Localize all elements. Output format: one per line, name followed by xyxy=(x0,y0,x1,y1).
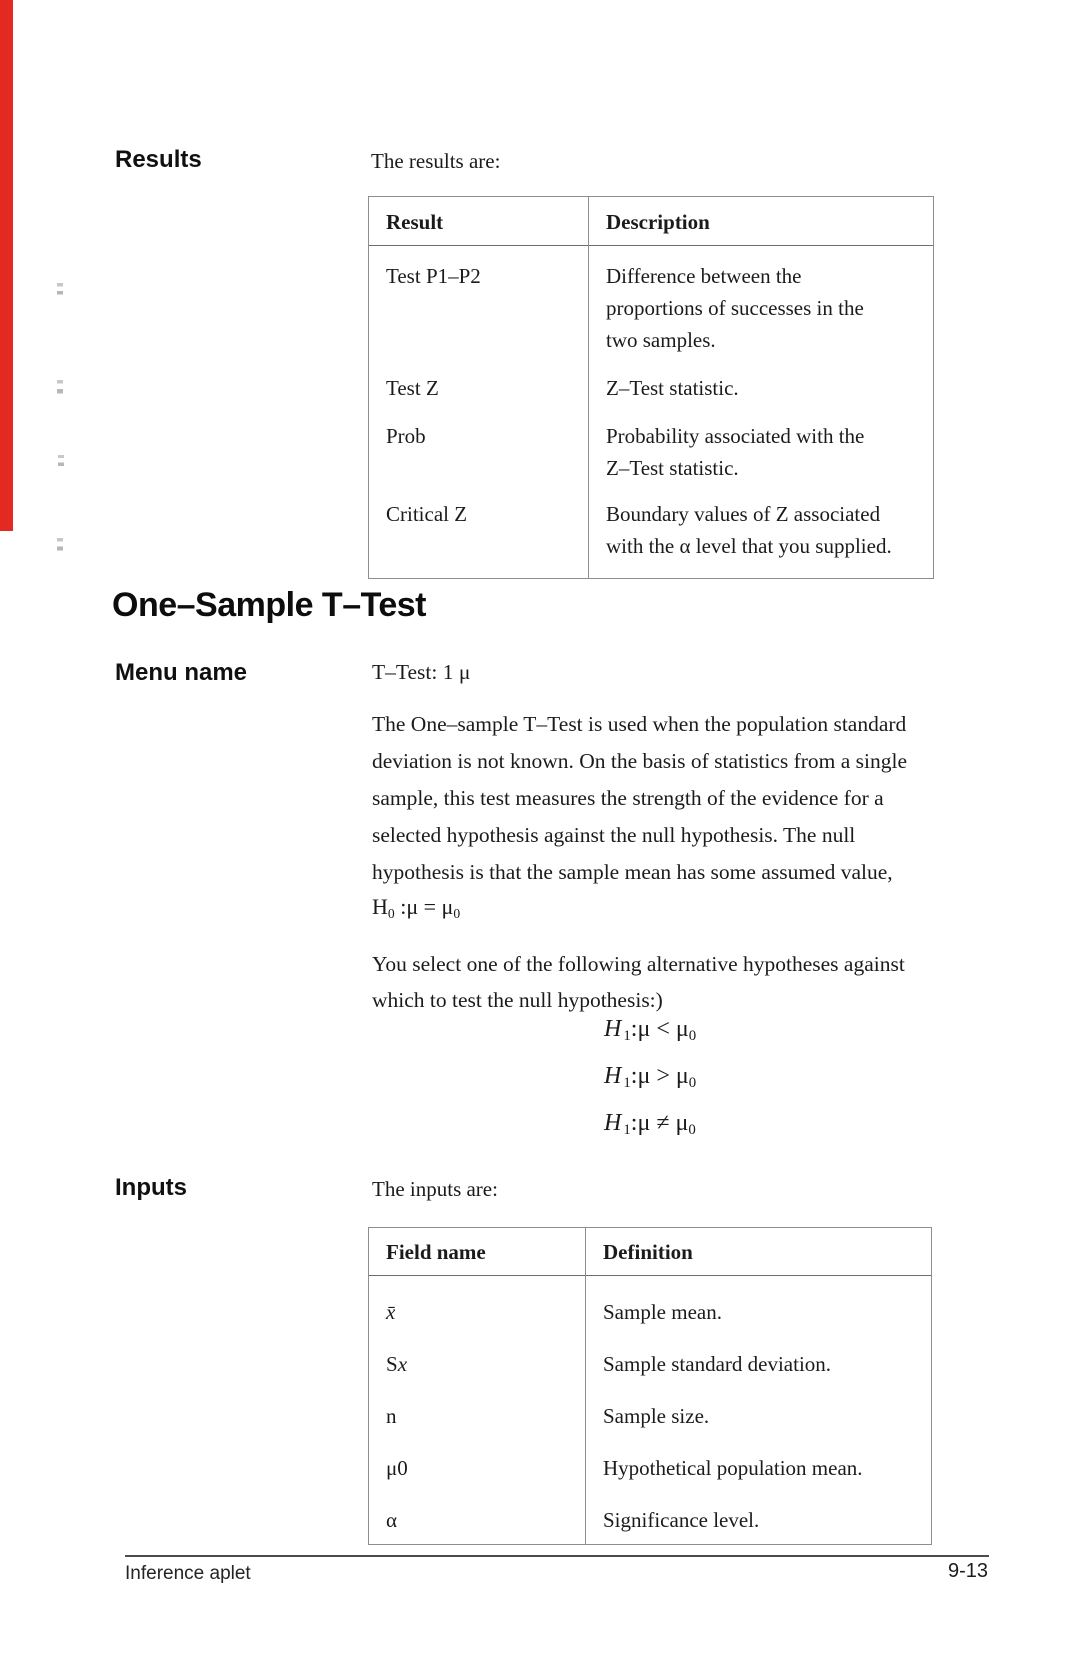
scan-artifact xyxy=(57,380,63,397)
field-definition: Significance level. xyxy=(603,1508,760,1532)
text-line: The One–sample T–Test is used when the population standard xyxy=(372,712,907,736)
text-line: proportions of successes in the xyxy=(606,296,864,320)
field-text: n xyxy=(386,1404,397,1428)
column-header-result: Result xyxy=(386,210,444,234)
footer-rule xyxy=(125,1555,989,1557)
column-header-field-name: Field name xyxy=(386,1240,486,1264)
table-row xyxy=(369,356,933,404)
result-description xyxy=(588,420,933,484)
result-name: Prob xyxy=(386,424,426,448)
text-line: You select one of the following alternative hypotheses against xyxy=(372,952,905,976)
menu-name-value: T–Test: 1 μ xyxy=(372,660,471,684)
text-line: sample, this test measures the strength of the evidence for a xyxy=(372,786,884,810)
text-line: Z–Test statistic. xyxy=(606,376,739,400)
formula-body: :μ > μ xyxy=(630,1063,689,1089)
field-definition: Sample size. xyxy=(603,1404,710,1428)
field-definition: Hypothetical population mean. xyxy=(603,1456,863,1480)
scan-artifact xyxy=(57,283,63,298)
field-text: S xyxy=(386,1352,398,1376)
text-line: Probability associated with the xyxy=(606,424,865,448)
table-row xyxy=(369,1276,931,1328)
text-line: with the α level that you supplied. xyxy=(606,534,892,558)
text-line: which to test the null hypothesis:) xyxy=(372,988,663,1012)
inputs-intro: The inputs are: xyxy=(372,1177,498,1201)
inputs-table-header xyxy=(369,1228,931,1276)
text-line: Boundary values of Z associated xyxy=(606,502,881,526)
field-definition: Sample standard deviation. xyxy=(603,1352,832,1376)
column-header-definition: Definition xyxy=(603,1240,693,1264)
result-description xyxy=(588,498,933,562)
formula-subscript: 1 xyxy=(623,1028,631,1045)
result-description xyxy=(588,260,933,356)
table-row xyxy=(369,484,933,578)
table-row xyxy=(369,404,933,484)
section-title: One–Sample T–Test xyxy=(112,586,426,624)
table-column-divider xyxy=(588,197,589,578)
formula-subscript: 0 xyxy=(688,1075,697,1092)
field-name xyxy=(369,1348,585,1380)
results-table-header xyxy=(369,197,933,246)
column-header-description: Description xyxy=(606,210,710,234)
menu-name-label: Menu name xyxy=(115,659,248,686)
results-table xyxy=(368,196,934,579)
formula-subscript: 1 xyxy=(623,1122,631,1139)
formula-subscript: 0 xyxy=(453,905,461,921)
formula-symbol: H xyxy=(604,1063,622,1089)
field-text: α xyxy=(386,1508,398,1532)
text-line: Z–Test statistic. xyxy=(606,456,739,480)
field-symbol: x xyxy=(397,1352,408,1376)
formula-symbol: H xyxy=(604,1016,622,1042)
scan-artifact xyxy=(58,455,64,469)
result-name: Critical Z xyxy=(386,502,468,526)
field-text: μ0 xyxy=(386,1456,408,1480)
formula-symbol: H xyxy=(372,894,388,919)
text-line: selected hypothesis against the null hypothesis. The null xyxy=(372,823,856,847)
formula-body: :μ < μ xyxy=(630,1016,689,1042)
results-heading: Results xyxy=(115,146,202,173)
result-name: Test Z xyxy=(386,376,439,400)
formula-body: :μ = μ xyxy=(394,894,454,919)
table-row xyxy=(369,1432,931,1484)
table-row xyxy=(369,1484,931,1544)
text-line: two samples. xyxy=(606,328,716,352)
formula-subscript: 0 xyxy=(688,1122,696,1139)
table-row xyxy=(369,1380,931,1432)
page-edge-tab xyxy=(0,0,13,531)
hypothesis-formula xyxy=(604,1016,696,1063)
footer-page-number: 9-13 xyxy=(947,1560,988,1582)
field-symbol: x̄ xyxy=(386,1300,396,1324)
alternative-hypotheses xyxy=(604,1016,696,1157)
text-line: hypothesis is that the sample mean has some assumed value, xyxy=(372,860,893,884)
results-intro: The results are: xyxy=(371,149,501,173)
formula-subscript: 0 xyxy=(387,905,395,921)
hypothesis-formula xyxy=(604,1063,696,1110)
field-name xyxy=(369,1400,585,1432)
text-line: deviation is not known. On the basis of statistics from a single xyxy=(372,749,908,773)
body-paragraph xyxy=(372,706,972,891)
result-name: Test P1–P2 xyxy=(386,264,481,288)
text-line: Difference between the xyxy=(606,264,802,288)
inputs-table xyxy=(368,1227,932,1545)
field-definition: Sample mean. xyxy=(603,1300,722,1324)
scan-artifact xyxy=(57,538,63,554)
table-row xyxy=(369,1328,931,1380)
hypothesis-formula xyxy=(604,1110,696,1157)
formula-body: :μ ≠ μ xyxy=(630,1110,689,1136)
body-paragraph xyxy=(372,946,972,1018)
result-description xyxy=(588,372,933,404)
table-row xyxy=(369,246,933,356)
formula-subscript: 0 xyxy=(688,1028,697,1045)
null-hypothesis-formula xyxy=(372,894,460,922)
field-name xyxy=(369,1296,585,1328)
field-name xyxy=(369,1504,585,1536)
inputs-heading: Inputs xyxy=(115,1174,187,1201)
formula-subscript: 1 xyxy=(623,1075,631,1092)
footer-chapter-name: Inference aplet xyxy=(125,1563,251,1584)
formula-symbol: H xyxy=(604,1110,622,1136)
field-name xyxy=(369,1452,585,1484)
table-column-divider xyxy=(585,1228,586,1544)
